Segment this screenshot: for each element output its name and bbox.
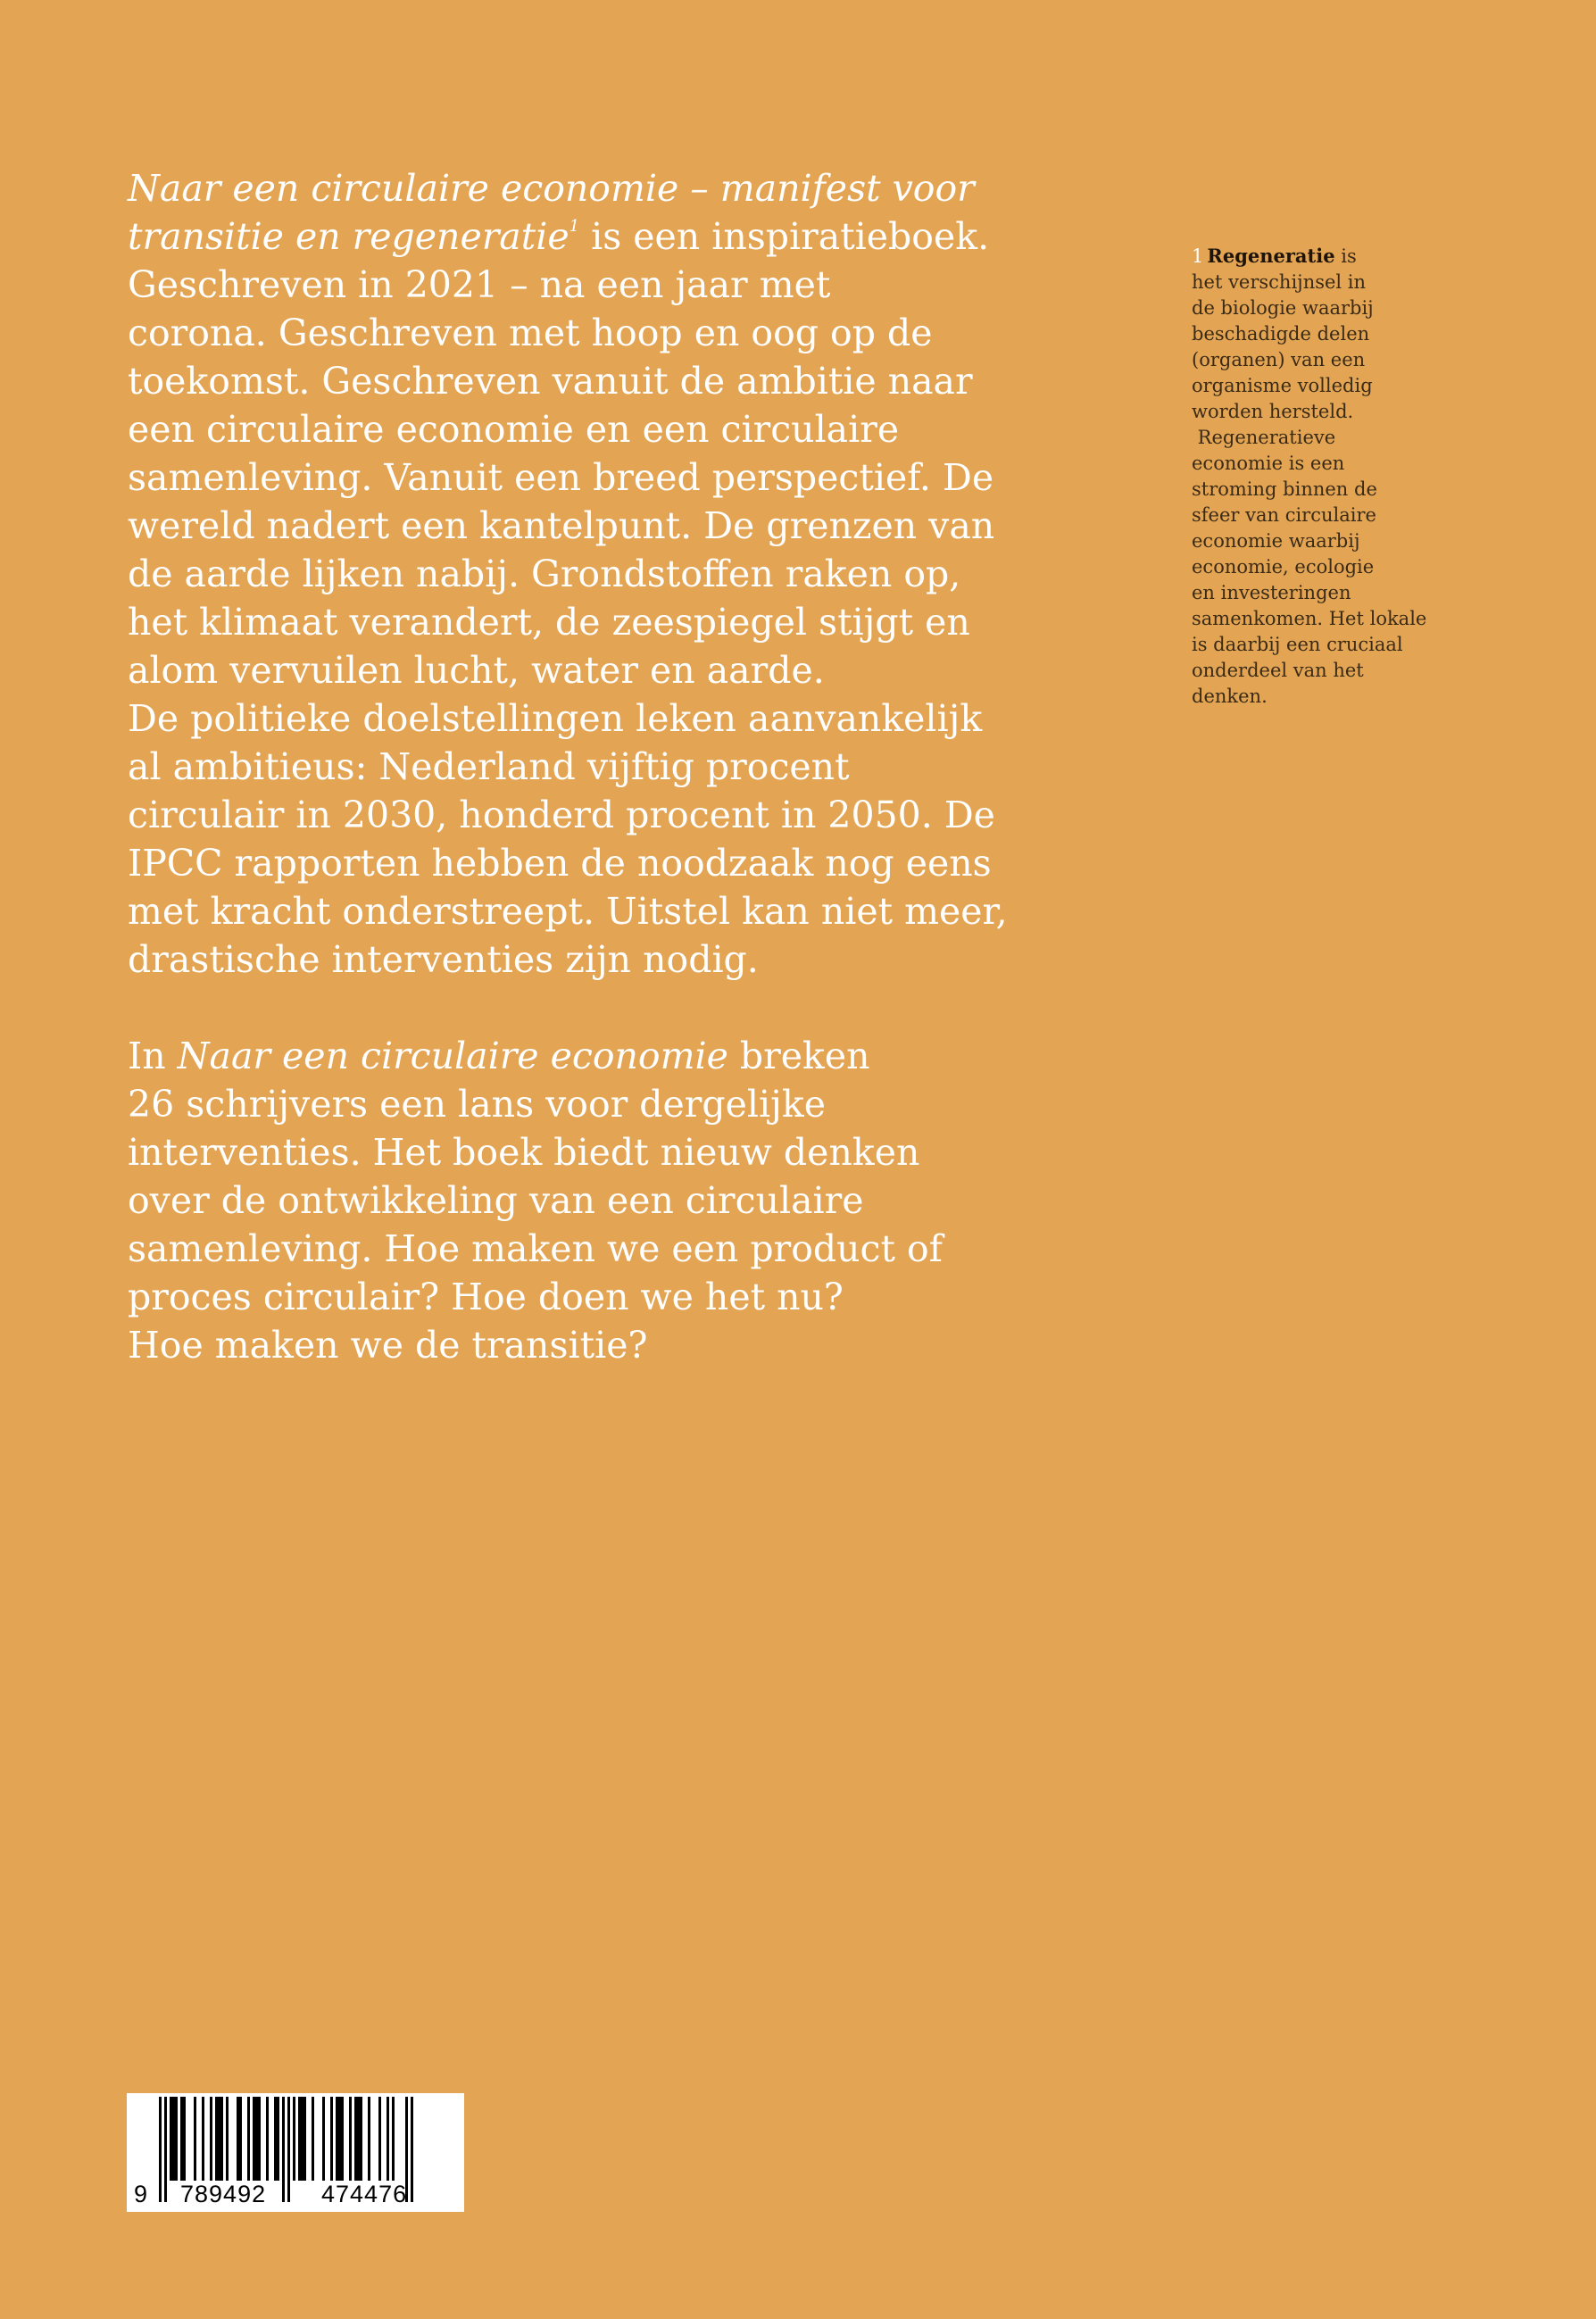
footnote-line: Regeneratieve	[1192, 427, 1336, 448]
barcode-bar	[237, 2097, 239, 2181]
blurb-line: wereld nadert een kantelpunt. De grenzen van	[128, 504, 995, 547]
blurb-line: het klimaat verandert, de zeespiegel stijgt en	[128, 601, 970, 644]
blurb-fragment: is een inspiratieboek.	[579, 215, 990, 258]
footnote-marker: 1	[569, 217, 580, 236]
blurb-line	[128, 212, 1020, 261]
blurb-line: drastische interventies zijn nodig.	[128, 938, 759, 981]
blurb-line: interventies. Het boek biedt nieuw denken	[128, 1131, 920, 1174]
barcode-bar	[194, 2097, 196, 2181]
barcode-bar	[247, 2097, 250, 2181]
barcode-bar	[220, 2097, 223, 2181]
book-title-italic: Naar een circulaire economie – manifest voor	[128, 167, 975, 210]
footnote-line: economie is een	[1192, 453, 1345, 474]
blurb-line: corona. Geschreven met hoop en oog op de	[128, 312, 933, 354]
barcode-bar	[357, 2097, 360, 2181]
footnote-line: onderdeel van het	[1192, 660, 1364, 681]
blurb-line: de aarde lijken nabij. Grondstoffen raken op,	[128, 553, 961, 595]
barcode-bar	[215, 2097, 218, 2181]
barcode-bar	[360, 2097, 362, 2181]
barcode-bar	[301, 2097, 303, 2181]
footnote-line: stroming binnen de	[1192, 478, 1377, 500]
barcode-bar	[322, 2097, 325, 2181]
blurb-line: samenleving. Hoe maken we een product of	[128, 1227, 943, 1270]
footnote-line: organisme volledig	[1192, 375, 1373, 396]
footnote-fragment: is	[1334, 245, 1357, 267]
barcode-bar	[175, 2097, 178, 2181]
footnote-line: de biologie waarbij	[1192, 297, 1374, 319]
barcode-bar	[330, 2097, 333, 2181]
footnote-line: worden hersteld.	[1192, 401, 1354, 422]
footnote-line: samenkomen. Het lokale	[1192, 608, 1427, 629]
blurb-line: een circulaire economie en een circulaire	[128, 408, 900, 451]
barcode-bar	[180, 2097, 183, 2181]
barcode-bar	[387, 2097, 389, 2181]
blurb-line: circulair in 2030, honderd procent in 2050. De	[128, 794, 995, 836]
barcode-bar	[392, 2097, 395, 2181]
barcode-bar	[354, 2097, 357, 2181]
barcode-bar	[172, 2097, 175, 2181]
footnote-line: economie waarbij	[1192, 530, 1360, 552]
barcode-bar	[274, 2097, 277, 2181]
barcode-bar	[336, 2097, 338, 2181]
isbn-barcode	[127, 2093, 464, 2212]
barcode-bar	[218, 2097, 220, 2181]
barcode-bar	[170, 2097, 172, 2181]
blurb-line: samenleving. Vanuit een breed perspectief. De	[128, 456, 994, 499]
footnote-line	[1192, 243, 1451, 270]
barcode-bar	[303, 2097, 306, 2181]
blurb-fragment: breken	[727, 1035, 870, 1077]
barcode-digits-right: 474476	[321, 2181, 408, 2207]
blurb-line: proces circulair? Hoe doen we het nu?	[128, 1276, 844, 1318]
blurb-line: De politieke doelstellingen leken aanvankelijk	[128, 697, 983, 740]
barcode-bar	[239, 2097, 242, 2181]
footnote-line: denken.	[1192, 686, 1268, 707]
footnote-term: Regeneratie	[1207, 245, 1335, 267]
barcode-digit-first: 9	[134, 2181, 149, 2207]
barcode-bar	[368, 2097, 370, 2181]
blurb-line: met kracht onderstreept. Uitstel kan niet meer,	[128, 890, 1008, 933]
barcode-bar	[255, 2097, 258, 2181]
blurb-fragment: In	[128, 1035, 178, 1077]
barcode-digits-left: 789492	[180, 2181, 267, 2207]
barcode-bar	[210, 2097, 212, 2181]
footnote-line: beschadigde delen	[1192, 323, 1370, 345]
barcode-bar	[183, 2097, 186, 2181]
barcode-bar	[202, 2097, 204, 2181]
footnote-line: en investeringen	[1192, 582, 1351, 603]
barcode-bar	[338, 2097, 341, 2181]
barcode-bar	[266, 2097, 269, 2181]
barcode-bar	[298, 2097, 301, 2181]
barcode-bar	[312, 2097, 314, 2181]
blurb-text	[128, 164, 1020, 1369]
blurb-line: alom vervuilen lucht, water en aarde.	[128, 649, 825, 692]
book-title-italic: transitie en regeneratie	[128, 215, 569, 258]
blurb-line	[128, 164, 1020, 212]
barcode-bar	[293, 2097, 295, 2181]
barcode-bar	[277, 2097, 279, 2181]
blurb-line: 26 schrijvers een lans voor dergelijke	[128, 1083, 826, 1126]
barcode-bar	[258, 2097, 261, 2181]
blurb-line: over de ontwikkeling van een circulaire	[128, 1179, 864, 1222]
footnote-line: sfeer van circulaire	[1192, 504, 1376, 526]
barcode-bar	[349, 2097, 352, 2181]
book-title-italic: Naar een circulaire economie	[177, 1035, 728, 1077]
blurb-line: Hoe maken we de transitie?	[128, 1324, 648, 1367]
barcode-bar	[253, 2097, 255, 2181]
barcode-bar	[226, 2097, 229, 2181]
blurb-line: IPCC rapporten hebben de noodzaak nog eens	[128, 842, 992, 885]
barcode-bar	[378, 2097, 381, 2181]
footnote-line: het verschijnsel in	[1192, 271, 1367, 293]
footnote-line: (organen) van een	[1192, 349, 1366, 370]
footnote-line: is daarbij een cruciaal	[1192, 634, 1403, 655]
blurb-line	[128, 1032, 1020, 1080]
blurb-line: al ambitieus: Nederland vijftig procent	[128, 745, 850, 788]
paragraph-gap	[128, 984, 1020, 1032]
barcode-digits	[127, 2181, 464, 2207]
footnote-line: economie, ecologie	[1192, 556, 1375, 578]
blurb-line: Geschreven in 2021 – na een jaar met	[128, 263, 831, 306]
barcode-bar	[341, 2097, 344, 2181]
footnote-number: 1	[1192, 245, 1204, 267]
footnote-sidenote	[1192, 243, 1451, 710]
blurb-line: toekomst. Geschreven vanuit de ambitie naar	[128, 360, 973, 403]
